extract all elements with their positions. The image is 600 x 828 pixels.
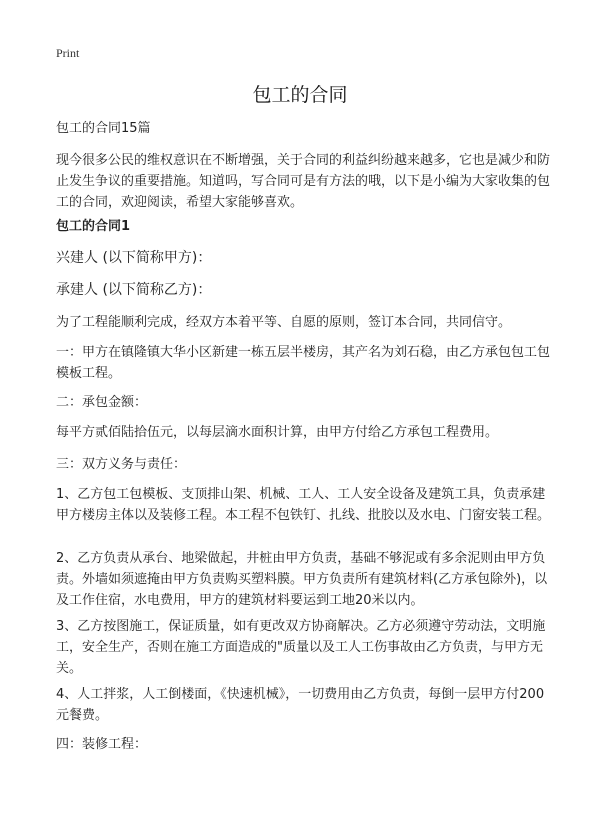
intro-paragraph: 现今很多公民的维权意识在不断增强，关于合同的利益纠纷越来越多，它也是减少和防止发生争议的重要措施。知道吗，写合同可是有方法的哦，以下是小编为大家收集的包工的合同，欢迎阅读，希望大家能够喜欢。	[56, 153, 551, 210]
print-link[interactable]: Print	[56, 46, 80, 60]
clause-3-title: 三：双方义务与责任：	[56, 457, 187, 472]
clause-2-title: 二：承包金额：	[56, 395, 148, 410]
party-b-line: 承建人 (以下简称乙方)：	[56, 282, 212, 298]
clause-3-item-3: 3、乙方按图施工，保证质量，如有更改双方协商解决。乙方必须遵守劳动法，文明施工，安全生产，否则在施工方面造成的"质量以及工人工伤事故由乙方负责，与甲方无关。	[56, 619, 546, 676]
document-subtitle: 包工的合同15篇	[56, 121, 151, 136]
clause-3-item-2: 2、乙方负责从承台、地梁做起，井桩由甲方负责，基础不够泥或有多余泥则由甲方负责。外墙如须遮掩由甲方负责购买塑料膜。甲方负责所有建筑材料(乙方承包除外)，以及工作住宿，水电费用，甲方的建筑材料要运到工地20米以内。	[56, 551, 548, 608]
clause-3-item-1: 1、乙方包工包模板、支顶排山架、机械、工人、工人安全设备及建筑工具，负责承建甲方楼房主体以及装修工程。本工程不包铁钉、扎线、批胶以及水电、门窗安装工程。	[56, 487, 551, 523]
clause-1-paragraph: 一：甲方在镇隆镇大华小区新建一栋五层半楼房，其产名为刘石稳，由乙方承包包工包模板工程。	[56, 345, 551, 381]
section-heading: 包工的合同1	[56, 219, 131, 234]
preamble-paragraph: 为了工程能顺利完成，经双方本着平等、自愿的原则，签订本合同，共同信守。	[56, 315, 512, 330]
document-title: 包工的合同	[252, 84, 348, 106]
party-a-line: 兴建人 (以下简称甲方)：	[56, 250, 212, 266]
clause-4-title: 四：装修工程：	[56, 737, 148, 752]
clause-3-item-4: 4、人工拌浆，人工倒楼面，《快速机械》，一切费用由乙方负责，每倒一层甲方付200元餐费。	[56, 687, 545, 723]
clause-2-body: 每平方贰佰陆拾伍元，以每层滴水面积计算，由甲方付给乙方承包工程费用。	[56, 425, 499, 440]
